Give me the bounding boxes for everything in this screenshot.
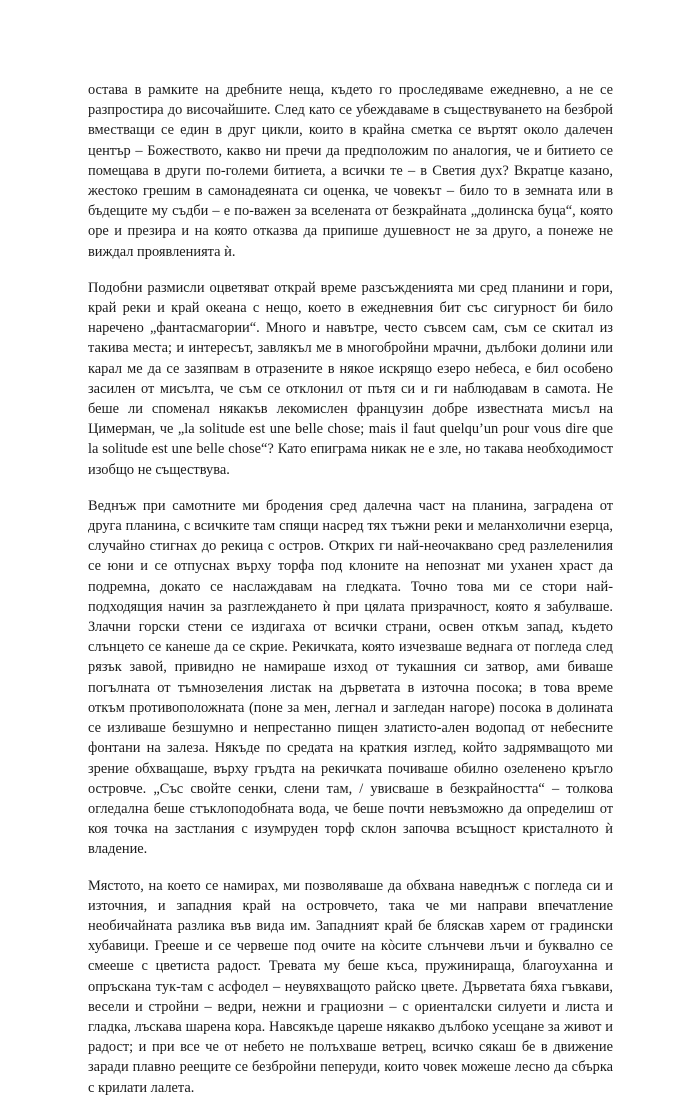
paragraph-2: Подобни размисли оцветяват открай време разсъжденията ми сред планини и гори, край реки и край океана с нещо, което в ежедневния бит със сигурност би било наречено „фантасмагории“. Много и навътре, често съвсем сам, съм се скитал из такива места; и интересът, завлякъл ме в многобройни мрачни, дълбоки долини или карал ме да се зазяпвам в отразените в някое искрящо езеро небеса, е бил особено засилен от мисълта, че съм се отклонил от пътя си и ги наблюдавам в самота. Не беше ли споменал някакъв лекомислен французин добре известната мисъл на Цимерман, че „la solitude est une belle chose; mais il faut quelqu’un pour vous dire que la solitude est une belle chose“? Като епиграма никак не е зле, но такава необходимост изобщо не съществува. [88, 279, 613, 478]
paragraph-3: Веднъж при самотните ми бродения сред далечна част на планина, заградена от друга планина, с всичките там спящи насред тях тъжни реки и меланхолични езерца, случайно стигнах до рекица с остров. Открих ги най-неочаквано сред разлеленилия се юни и се отпуснах върху торфа под клоните на непознат ми уханен храст да подремна, докато се наслаждавам на гледката. Точно това ми се стори най-подходящия начин за разглеждането ѝ при цялата призрачност, която я забулваше. Злачни горски стени се издигаха от всички страни, освен откъм запад, където слънцето се канеше да се скрие. Рекичката, която изчезваше веднага от погледа след рязък завой, привидно не намираше изход от тукашния си затвор, ами биваше погълната от тъмнозеления листак на дърветата в източна посока; в това време откъм противоположната (поне за мен, легнал и загледан нагоре) посока в долината се изливаше безшумно и непрестанно пищен златисто-ален водопад от небесните фонтани на залеза. Някъде по средата на краткия изглед, който задрямващото ми зрение обхващаше, върху гръдта на рекичката почиваше обилно озеленено кръгло островче. „Със свойте сенки, слени там, / увисваше в безкрайността“ – толкова огледална беше стъклоподобната вода, че беше почти невъзможно да определиш от коя точка на застлания с изумруден торф склон започва всъщност кристалното ѝ владение. [88, 497, 613, 858]
paragraph-1: остава в рамките на дребните неща, където го проследяваме ежедневно, а не се разпростира до височайшите. След като се убеждаваме в съществуването на безброй вместващи се един в друг цикли, които в крайна сметка се въртят около далечен център – Божеството, какво ни пречи да предположим по аналогия, че и битието се помещава в други по-големи битиета, а всички те – в Светия дух? Вкратце казано, жестоко грешим в самонадеяната си оценка, че човекът – било то в земната или в бъдещите му съдби – е по-важен за вселената от безкрайната „долинска буца“, която оре и презира и на която отказва да припише душевност не за друго, а понеже не виждал проявленията ѝ. [88, 82, 613, 260]
paragraph-4: Мястото, на което се намирах, ми позволяваше да обхвана наведнъж с погледа си и източния, и западния край на островчето, така че ми направи впечатление необичайната разлика във вида им. Западният край бе бляскав харем от градински хубавици. Грееше и се червеше под очите на кòсите слънчеви лъчи и буквално се смееше с цветиста радост. Тревата му беше къса, пружинираща, благоуханна и опръскана тук-там с асфодел – неувяхващото райско цвете. Дърветата бяха гъвкави, весели и стройни – ведри, нежни и грациозни – с ориенталски силуети и листа и гладка, лъскава шарена кора. Навсякъде цареше някакво дълбоко усещане за живот и радост; и при все че от небето не полъхваше ветрец, всичко сякаш бе в движение заради плавно реещите се безбройни пеперуди, които човек можеше лесно да сбърка с крилати лалета. [88, 877, 613, 1096]
document-page [88, 80, 613, 1114]
